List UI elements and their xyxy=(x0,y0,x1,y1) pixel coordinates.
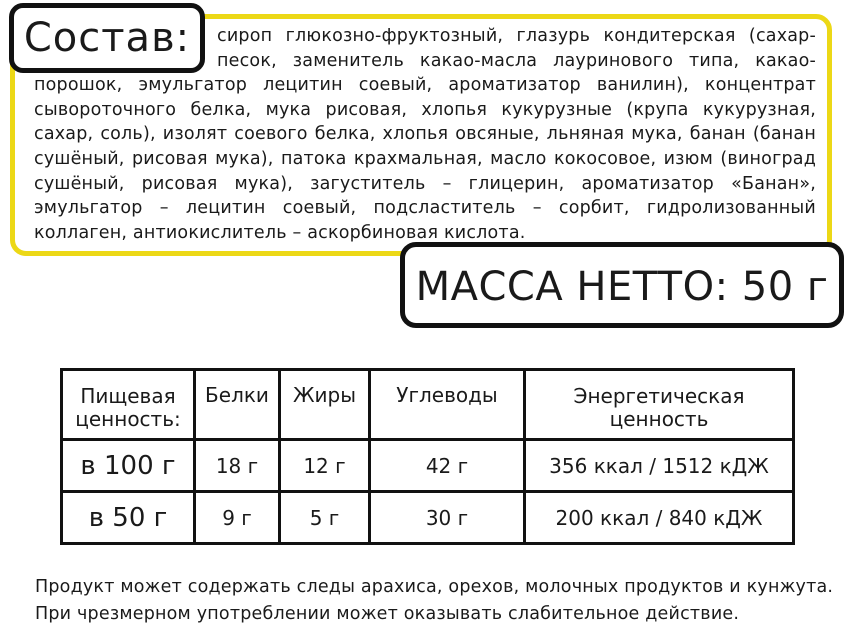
header-nutritional-value-line1: Пищевая xyxy=(80,384,176,408)
cell-fat: 12 г xyxy=(280,440,370,492)
net-mass-box xyxy=(400,242,844,328)
cell-protein: 9 г xyxy=(195,492,280,544)
cell-carbs: 42 г xyxy=(370,440,525,492)
footer-notes xyxy=(35,574,835,628)
header-fat: Жиры xyxy=(280,370,370,440)
row-label: в 50 г xyxy=(62,492,195,544)
laxative-warning: При чрезмерном употреблении может оказывать слабительное действие. xyxy=(35,604,740,624)
cell-energy: 200 ккал / 840 кДЖ xyxy=(525,492,794,544)
header-protein: Белки xyxy=(195,370,280,440)
cell-carbs: 30 г xyxy=(370,492,525,544)
composition-title: Состав: xyxy=(9,3,205,73)
cell-protein: 18 г xyxy=(195,440,280,492)
cell-energy: 356 ккал / 1512 кДЖ xyxy=(525,440,794,492)
header-carbs: Углеводы xyxy=(370,370,525,440)
header-energy-line1: Энергетическая xyxy=(573,384,745,408)
header-energy-line2: ценность xyxy=(609,407,709,431)
ingredients-text: сироп глюкозно-фруктозный, глазурь кондитерская (сахар-песок, заменитель какао-масла лауринового типа, какао-порошок, эмульгатор лецитин соевый, ароматизатор ванилин), концентрат сывороточного белка, мука рисовая, хлопья кукурузные (крупа кукурузная, сахар, соль), изолят соевого белка, хлопья овсяные, льняная мука, банан (банан сушёный, рисовая мука), патока крахмальная, масло кокосовое, изюм (виноград сушёный, рисовая мука), загуститель – глицерин, ароматизатор «Банан», эмульгатор – лецитин соевый, подсластитель – сорбит, гидролизованный коллаген, антиокислитель – аскорбиновая кислота. xyxy=(34,26,816,243)
allergen-warning: Продукт может содержать следы арахиса, орехов, молочных продуктов и кунжута. xyxy=(35,577,834,597)
header-nutritional-value xyxy=(62,370,195,440)
table-row xyxy=(62,492,794,544)
cell-fat: 5 г xyxy=(280,492,370,544)
row-label: в 100 г xyxy=(62,440,195,492)
header-energy xyxy=(525,370,794,440)
net-mass-label: МАССА НЕТТО: 50 г xyxy=(415,264,829,310)
table-row xyxy=(62,440,794,492)
table-header-row xyxy=(62,370,794,440)
nutrition-table xyxy=(60,368,795,545)
header-nutritional-value-line2: ценность: xyxy=(75,407,181,431)
